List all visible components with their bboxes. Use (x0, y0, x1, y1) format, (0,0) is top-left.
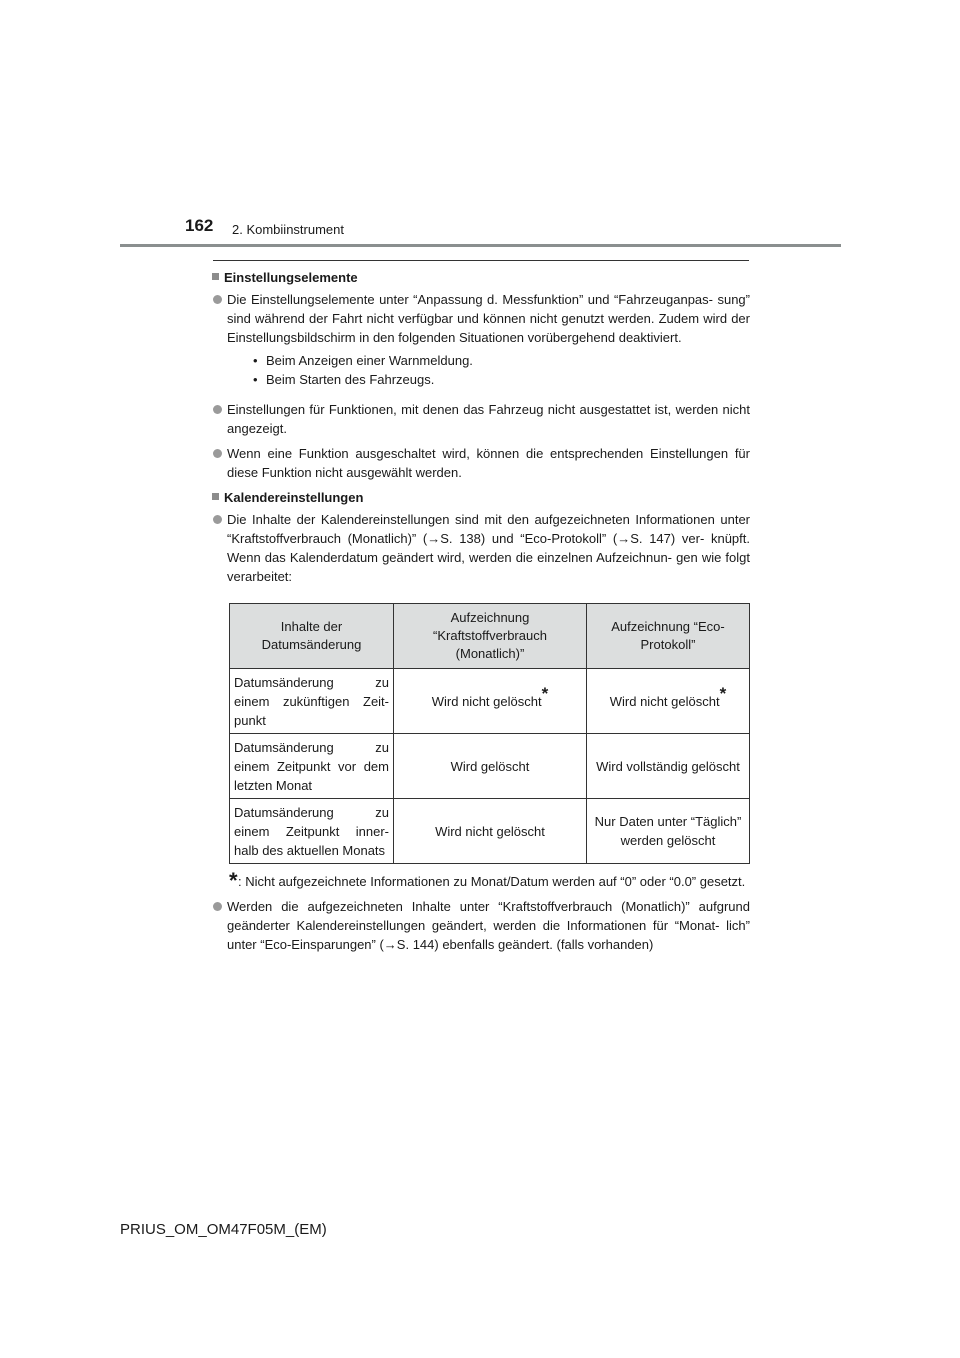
heading-text: Kalendereinstellungen (224, 490, 364, 505)
item-text: Wenn eine Funktion ausgeschaltet wird, können die entsprechenden Einstellungen für diese Funktion nicht ausgewählt werden. (227, 446, 750, 480)
square-bullet-icon (212, 273, 219, 280)
heading-einstellungselemente (212, 268, 750, 287)
table-cell: Datumsänderung zu einem Zeitpunkt vor dem letzten Monat (230, 734, 394, 799)
footnote (229, 868, 750, 893)
list-item: Die Einstellungselemente unter “Anpassung d. Messfunktion” und “Fahrzeuganpas- sung” sind während der Fahrt nicht verfügbar und können nicht genutzt werden. Zudem wird der Einstellungsbildschirm in den folgenden Situationen vorübergehend deaktiviert. • Beim Anzeigen einer Warnmeldung. • Beim Starten des Fahrzeugs. (212, 290, 750, 394)
section-title: 2. Kombiinstrument (232, 222, 344, 237)
table-cell: Nur Daten unter “Täglich” werden gelöscht (586, 799, 749, 864)
table-cell: Datumsänderung zu einem Zeitpunkt inner- halb des aktuellen Monats (230, 799, 394, 864)
table-cell: Wird nicht gelöscht* (394, 669, 587, 734)
circle-bullet-icon (213, 902, 222, 911)
list-item (212, 510, 750, 586)
asterisk-marker: * (229, 868, 238, 893)
item-text: Werden die aufgezeichneten Inhalte unter “Kraftstoffverbrauch (Monatlich)” aufgrund geänderter Kalendereinstellungen geändert, werden die Informationen für “Monat- lich” unter “Eco-Einsparungen” (→S. 144) ebenfalls geändert. (falls vorhanden) (227, 899, 750, 952)
list-item (212, 897, 750, 954)
table-cell: Wird nicht gelöscht* (586, 669, 749, 734)
table-header-row (230, 604, 750, 669)
footer-doc-id: PRIUS_OM_OM47F05M_(EM) (120, 1221, 327, 1238)
circle-bullet-icon (213, 295, 222, 304)
table-cell: Datumsänderung zu einem zukünftigen Zeit- punkt (230, 669, 394, 734)
circle-bullet-icon (213, 405, 222, 414)
heading-kalendereinstellungen (212, 488, 750, 507)
square-bullet-icon (212, 493, 219, 500)
list-item (212, 400, 750, 438)
header-rule (120, 244, 841, 247)
sub-item-text: Beim Starten des Fahrzeugs. (266, 372, 435, 387)
column-header: Aufzeichnung “Eco-Protokoll” (586, 604, 749, 669)
table-cell: Wird vollständig gelöscht (586, 734, 749, 799)
circle-bullet-icon (213, 515, 222, 524)
column-header: Aufzeichnung “Kraftstoffverbrauch (Monatlich)” (394, 604, 587, 669)
asterisk-marker: * (719, 684, 727, 704)
circle-bullet-icon (213, 449, 222, 458)
table-cell: Wird nicht gelöscht (394, 799, 587, 864)
item-text: Die Einstellungselemente unter “Anpassung d. Messfunktion” und “Fahrzeuganpas- sung” sind während der Fahrt nicht verfügbar und können nicht genutzt werden. Zudem wird der Einstellungsbildschirm in den folgenden Situationen vorübergehend deaktiviert. (227, 292, 750, 345)
table-row (230, 734, 750, 799)
sub-item-text: Beim Anzeigen einer Warnmeldung. (266, 353, 473, 368)
content-rule (213, 260, 749, 261)
column-header: Inhalte der Datumsänderung (230, 604, 394, 669)
item-text: Die Inhalte der Kalendereinstellungen sind mit den aufgezeichneten Informationen unter “Kraftstoffverbrauch (Monatlich)” (→S. 138) und “Eco-Protokoll” (→S. 147) ver- knüpft. Wenn das Kalenderdatum geändert wird, werden die einzelnen Aufzeichnun- gen wie folgt verarbeitet: (227, 512, 750, 584)
asterisk-marker: * (541, 684, 549, 704)
calendar-table (229, 603, 750, 864)
table-row (230, 669, 750, 734)
footnote-text: : Nicht aufgezeichnete Informationen zu Monat/Datum werden auf “0” oder “0.0” gesetzt. (238, 874, 746, 889)
table-cell: Wird gelöscht (394, 734, 587, 799)
list-item (212, 444, 750, 482)
heading-text: Einstellungselemente (224, 270, 358, 285)
main-content (212, 268, 750, 960)
item-text: Einstellungen für Funktionen, mit denen das Fahrzeug nicht ausgestattet ist, werden nicht angezeigt. (227, 402, 750, 436)
table-row (230, 799, 750, 864)
page-number: 162 (185, 216, 214, 235)
